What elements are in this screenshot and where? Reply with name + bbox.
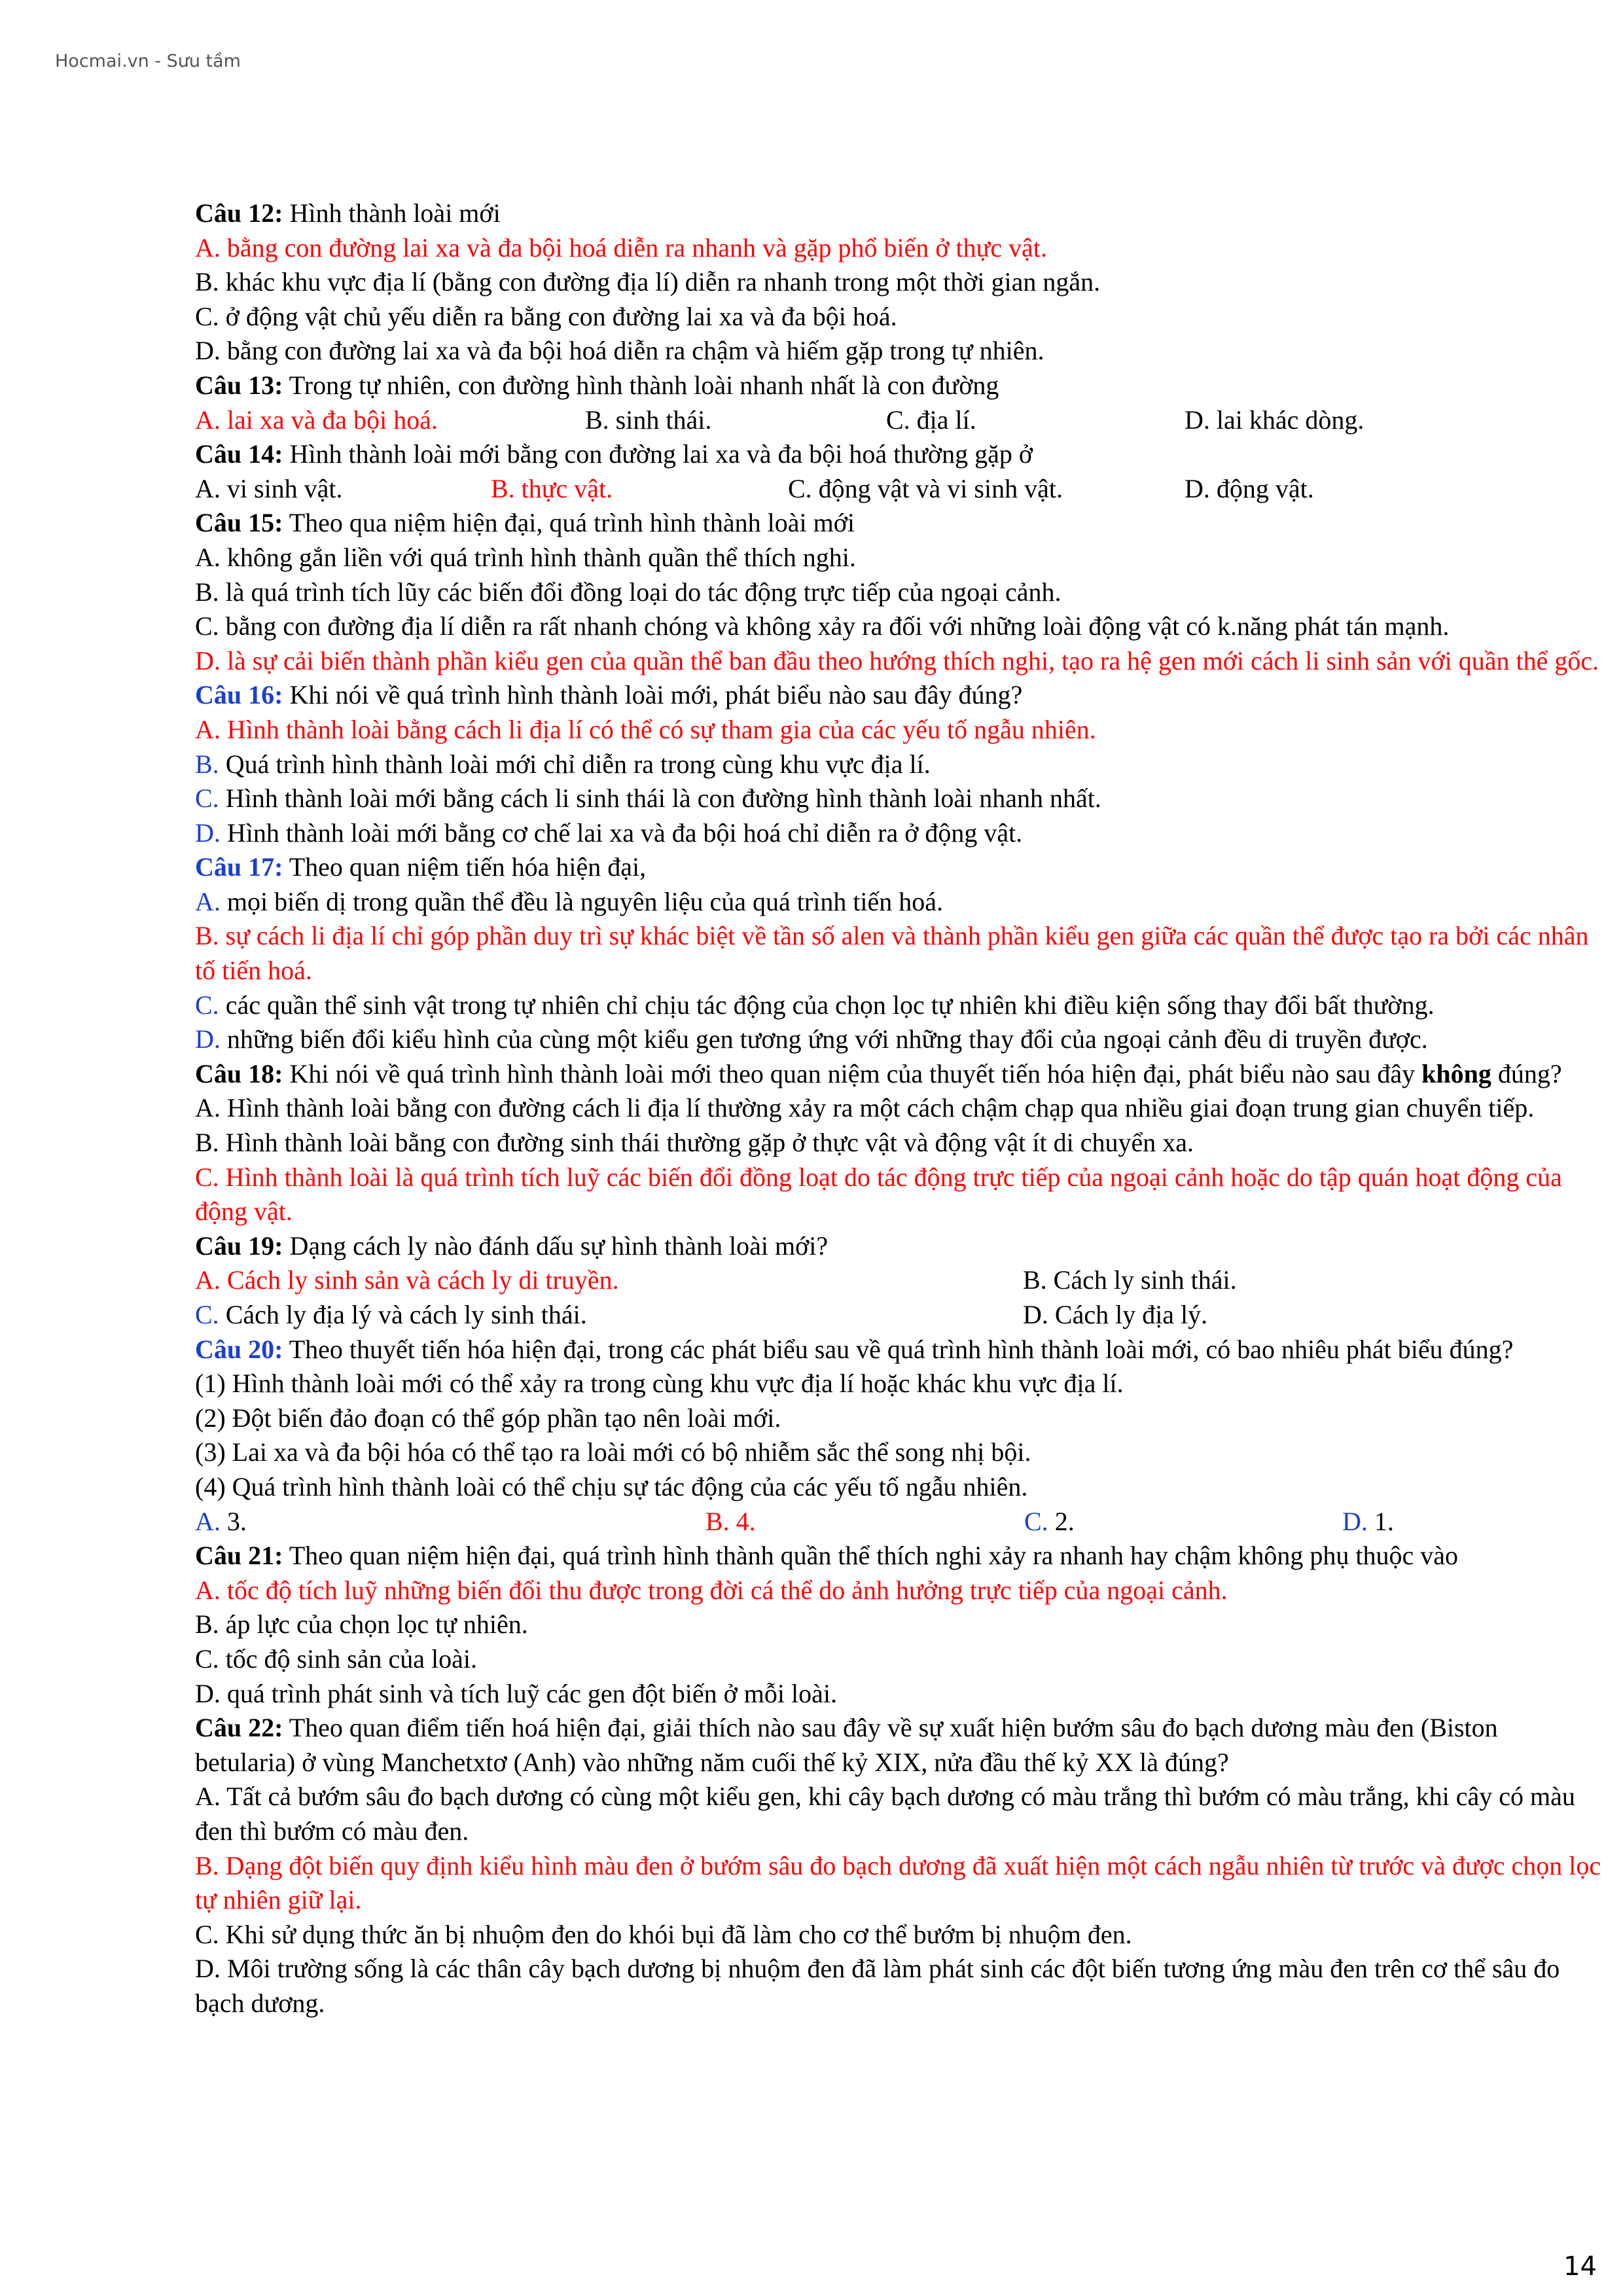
question-label: Câu 20: xyxy=(195,1334,283,1364)
option-text: 1. xyxy=(1367,1506,1394,1536)
question-label: Câu 17: xyxy=(195,852,283,882)
option-letter: C. xyxy=(195,990,219,1020)
option-text: mọi biến dị trong quần thể đều là nguyên liệu của quá trình tiến hoá. xyxy=(220,886,944,916)
q20-statement-2: (2) Đột biến đảo đoạn có thể góp phần tạo nên loài mới. xyxy=(195,1403,781,1433)
question-text: Khi nói về quá trình hình thành loài mới theo quan niệm của thuyết tiến hóa hiện đại, phát biểu nào sau đây xyxy=(283,1058,1422,1088)
q13-option-c: C. địa lí. xyxy=(886,404,976,435)
q18-option-a: A. Hình thành loài bằng con đường cách li địa lí thường xảy ra một cách chậm chạp qua nhiều giai đoạn trung gian chuyển tiếp. xyxy=(195,1093,1535,1123)
option-letter: D. xyxy=(1023,1300,1048,1329)
q15-option-b: B. là quá trình tích lũy các biến đổi đồng loại do tác động trực tiếp của ngoại cảnh. xyxy=(195,577,1061,607)
question-label: Câu 16: xyxy=(195,680,283,710)
question-label: Câu 21: xyxy=(195,1541,283,1571)
question-text: Trong tự nhiên, con đường hình thành loài nhanh nhất là con đường xyxy=(283,370,999,400)
option-text: Quá trình hình thành loài mới chỉ diễn ra trong cùng khu vực địa lí. xyxy=(219,749,931,779)
q17-option-a xyxy=(195,885,1602,920)
option-text: Hình thành loài mới bằng cơ chế lai xa và đa bội hoá chỉ diễn ra ở động vật. xyxy=(220,817,1023,848)
q20-option-b: B. 4. xyxy=(705,1506,756,1536)
question-14 xyxy=(195,437,1602,472)
question-text: Hình thành loài mới xyxy=(283,198,501,228)
q20-option-d xyxy=(1342,1505,1394,1539)
q20-options xyxy=(195,1505,1602,1539)
question-text: Theo quan điểm tiến hoá hiện đại, giải thích nào sau đây về sự xuất hiện bướm sâu đo bạch dương màu đen (Biston betularia) ở vùng Manchetxtơ (Anh) vào những năm cuối thế kỷ XIX, nửa đầu thế kỷ XX là đúng? xyxy=(195,1713,1498,1777)
q20-option-a xyxy=(195,1505,705,1539)
question-19 xyxy=(195,1229,1602,1264)
question-label: Câu 19: xyxy=(195,1230,283,1261)
question-text: Theo qua niệm hiện đại, quá trình hình thành loài mới xyxy=(283,508,855,538)
q16-option-d xyxy=(195,816,1602,851)
q15-option-c: C. bằng con đường địa lí diễn ra rất nhanh chóng và không xảy ra đối với những loài động vật có k.năng phát tán mạnh. xyxy=(195,611,1450,641)
q19-options-row1 xyxy=(195,1263,1602,1298)
option-letter: C. xyxy=(195,783,219,814)
question-text: Hình thành loài mới bằng con đường lai xa và đa bội hoá thường gặp ở xyxy=(283,439,1033,469)
q19-option-c xyxy=(195,1298,1023,1333)
q22-option-b: B. Dạng đột biến quy định kiểu hình màu đen ở bướm sâu đo bạch dương đã xuất hiện một cách ngẫu nhiên từ trước và được chọn lọc tự nhiên giữ lại. xyxy=(195,1850,1601,1915)
q17-option-d xyxy=(195,1022,1602,1057)
q21-option-a: A. tốc độ tích luỹ những biến đổi thu được trong đời cá thể do ảnh hưởng trực tiếp của ngoại cảnh. xyxy=(195,1575,1228,1605)
question-label: Câu 15: xyxy=(195,508,283,538)
option-letter: C. xyxy=(1024,1506,1048,1536)
q21-option-b: B. áp lực của chọn lọc tự nhiên. xyxy=(195,1609,528,1640)
q16-option-c xyxy=(195,781,1602,816)
q19-option-a: A. Cách ly sinh sản và cách ly di truyền. xyxy=(195,1265,619,1295)
option-letter: D. xyxy=(1342,1506,1368,1536)
page-header: Hocmai.vn - Sưu tầm xyxy=(55,51,241,71)
q14-option-b: B. thực vật. xyxy=(491,473,613,503)
q20-statement-4: (4) Quá trình hình thành loài có thể chịu sự tác động của các yếu tố ngẫu nhiên. xyxy=(195,1471,1028,1501)
q12-option-b: B. khác khu vực địa lí (bằng con đường địa lí) diễn ra nhanh trong một thời gian ngắn. xyxy=(195,267,1101,297)
question-20 xyxy=(195,1333,1602,1367)
q12-option-a: A. bằng con đường lai xa và đa bội hoá diễn ra nhanh và gặp phổ biến ở thực vật. xyxy=(195,232,1047,262)
question-text: Khi nói về quá trình hình thành loài mới, phát biểu nào sau đây đúng? xyxy=(283,680,1023,710)
option-text: 2. xyxy=(1048,1506,1075,1536)
question-text: Theo quan niệm hiện đại, quá trình hình thành quần thể thích nghi xảy ra nhanh hay chậm không phụ thuộc vào xyxy=(283,1541,1458,1571)
q16-option-b xyxy=(195,747,1602,782)
option-letter: A. xyxy=(195,886,221,916)
option-text: các quần thể sinh vật trong tự nhiên chỉ chịu tác động của chọn lọc tự nhiên khi điều kiện sống thay đổi bất thường. xyxy=(219,990,1435,1020)
document-body xyxy=(195,196,1602,2020)
q13-option-a: A. lai xa và đa bội hoá. xyxy=(195,404,438,435)
option-letter: D. xyxy=(195,817,221,848)
q19-options-row2 xyxy=(195,1298,1602,1333)
question-text: Dạng cách ly nào đánh dấu sự hình thành loài mới? xyxy=(283,1230,829,1261)
question-label: Câu 12: xyxy=(195,198,283,228)
option-text: những biến đổi kiểu hình của cùng một kiểu gen tương ứng với những thay đổi của ngoại cảnh đều di truyền được. xyxy=(220,1024,1428,1054)
question-22 xyxy=(195,1711,1602,1780)
q14-option-c: C. động vật và vi sinh vật. xyxy=(788,473,1063,503)
q17-option-b: B. sự cách li địa lí chỉ góp phần duy trì sự khác biệt về tần số alen và thành phần kiểu gen giữa các quần thể được tạo ra bởi các nhân tố tiến hoá. xyxy=(195,921,1589,986)
q21-option-c: C. tốc độ sinh sản của loài. xyxy=(195,1643,478,1674)
q22-option-d: D. Môi trường sống là các thân cây bạch dương bị nhuộm đen đã làm phát sinh các đột biến tương ứng màu đen trên cơ thể sâu đo bạch dương. xyxy=(195,1954,1560,2018)
question-label: Câu 22: xyxy=(195,1713,283,1743)
option-text: 3. xyxy=(220,1506,247,1536)
question-15 xyxy=(195,506,1602,541)
question-text-end: đúng? xyxy=(1491,1058,1562,1088)
q20-statement-3: (3) Lai xa và đa bội hóa có thể tạo ra loài mới có bộ nhiễm sắc thể song nhị bội. xyxy=(195,1437,1031,1467)
q15-option-d: D. là sự cải biến thành phần kiểu gen của quần thể ban đầu theo hướng thích nghi, tạo ra hệ gen mới cách li sinh sản với quần thể gốc. xyxy=(195,645,1599,675)
q16-option-a: A. Hình thành loài bằng cách li địa lí có thể có sự tham gia của các yếu tố ngẫu nhiên. xyxy=(195,714,1096,744)
q19-option-b: B. Cách ly sinh thái. xyxy=(1023,1265,1237,1295)
q12-option-c: C. ở động vật chủ yếu diễn ra bằng con đường lai xa và đa bội hoá. xyxy=(195,301,897,331)
question-emphasis: không xyxy=(1421,1058,1491,1088)
q20-option-c xyxy=(1024,1505,1342,1539)
question-label: Câu 13: xyxy=(195,370,283,400)
q22-option-a: A. Tất cả bướm sâu đo bạch dương có cùng một kiểu gen, khi cây bạch dương có màu trắng thì bướm có màu trắng, khi cây có màu đen thì bướm có màu đen. xyxy=(195,1782,1575,1846)
option-text: Hình thành loài mới bằng cách li sinh thái là con đường hình thành loài nhanh nhất. xyxy=(219,783,1101,814)
question-13 xyxy=(195,368,1602,403)
option-text: Cách ly địa lý. xyxy=(1048,1300,1208,1329)
question-18 xyxy=(195,1057,1602,1092)
q15-option-a: A. không gắn liền với quá trình hình thành quần thể thích nghi. xyxy=(195,542,856,572)
question-17 xyxy=(195,850,1602,885)
q12-option-d: D. bằng con đường lai xa và đa bội hoá diễn ra chậm và hiếm gặp trong tự nhiên. xyxy=(195,336,1044,366)
question-label: Câu 18: xyxy=(195,1058,283,1088)
page-number: 14 xyxy=(1563,2251,1597,2282)
question-16 xyxy=(195,678,1602,713)
question-text: Theo thuyết tiến hóa hiện đại, trong các phát biểu sau về quá trình hình thành loài mới, có bao nhiêu phát biểu đúng? xyxy=(283,1334,1514,1364)
q20-statement-1: (1) Hình thành loài mới có thể xảy ra trong cùng khu vực địa lí hoặc khác khu vực địa lí. xyxy=(195,1369,1124,1399)
option-letter: A. xyxy=(195,1506,221,1536)
q22-option-c: C. Khi sử dụng thức ăn bị nhuộm đen do khói bụi đã làm cho cơ thể bướm bị nhuộm đen. xyxy=(195,1919,1132,1949)
option-text: Cách ly địa lý và cách ly sinh thái. xyxy=(219,1300,587,1329)
q19-option-d xyxy=(1023,1298,1207,1333)
q14-option-d: D. động vật. xyxy=(1185,473,1314,503)
q21-option-d: D. quá trình phát sinh và tích luỹ các gen đột biến ở mỗi loài. xyxy=(195,1678,837,1708)
option-letter: C. xyxy=(195,1300,219,1329)
question-12 xyxy=(195,196,1602,231)
option-letter: D. xyxy=(195,1024,221,1054)
question-label: Câu 14: xyxy=(195,439,283,469)
option-letter: B. xyxy=(195,749,219,779)
q13-option-b: B. sinh thái. xyxy=(585,404,712,435)
q18-option-c: C. Hình thành loài là quá trình tích luỹ các biến đổi đồng loạt do tác động trực tiếp của ngoại cảnh hoặc do tập quán hoạt động của động vật. xyxy=(195,1162,1562,1227)
q13-options xyxy=(195,403,1602,438)
q14-options xyxy=(195,472,1602,507)
q14-option-a: A. vi sinh vật. xyxy=(195,473,343,503)
q13-option-d: D. lai khác dòng. xyxy=(1185,404,1364,435)
question-21 xyxy=(195,1539,1602,1573)
q18-option-b: B. Hình thành loài bằng con đường sinh thái thường gặp ở thực vật và động vật ít di chuyển xa. xyxy=(195,1128,1194,1158)
q17-option-c xyxy=(195,988,1602,1023)
question-text: Theo quan niệm tiến hóa hiện đại, xyxy=(283,852,647,882)
